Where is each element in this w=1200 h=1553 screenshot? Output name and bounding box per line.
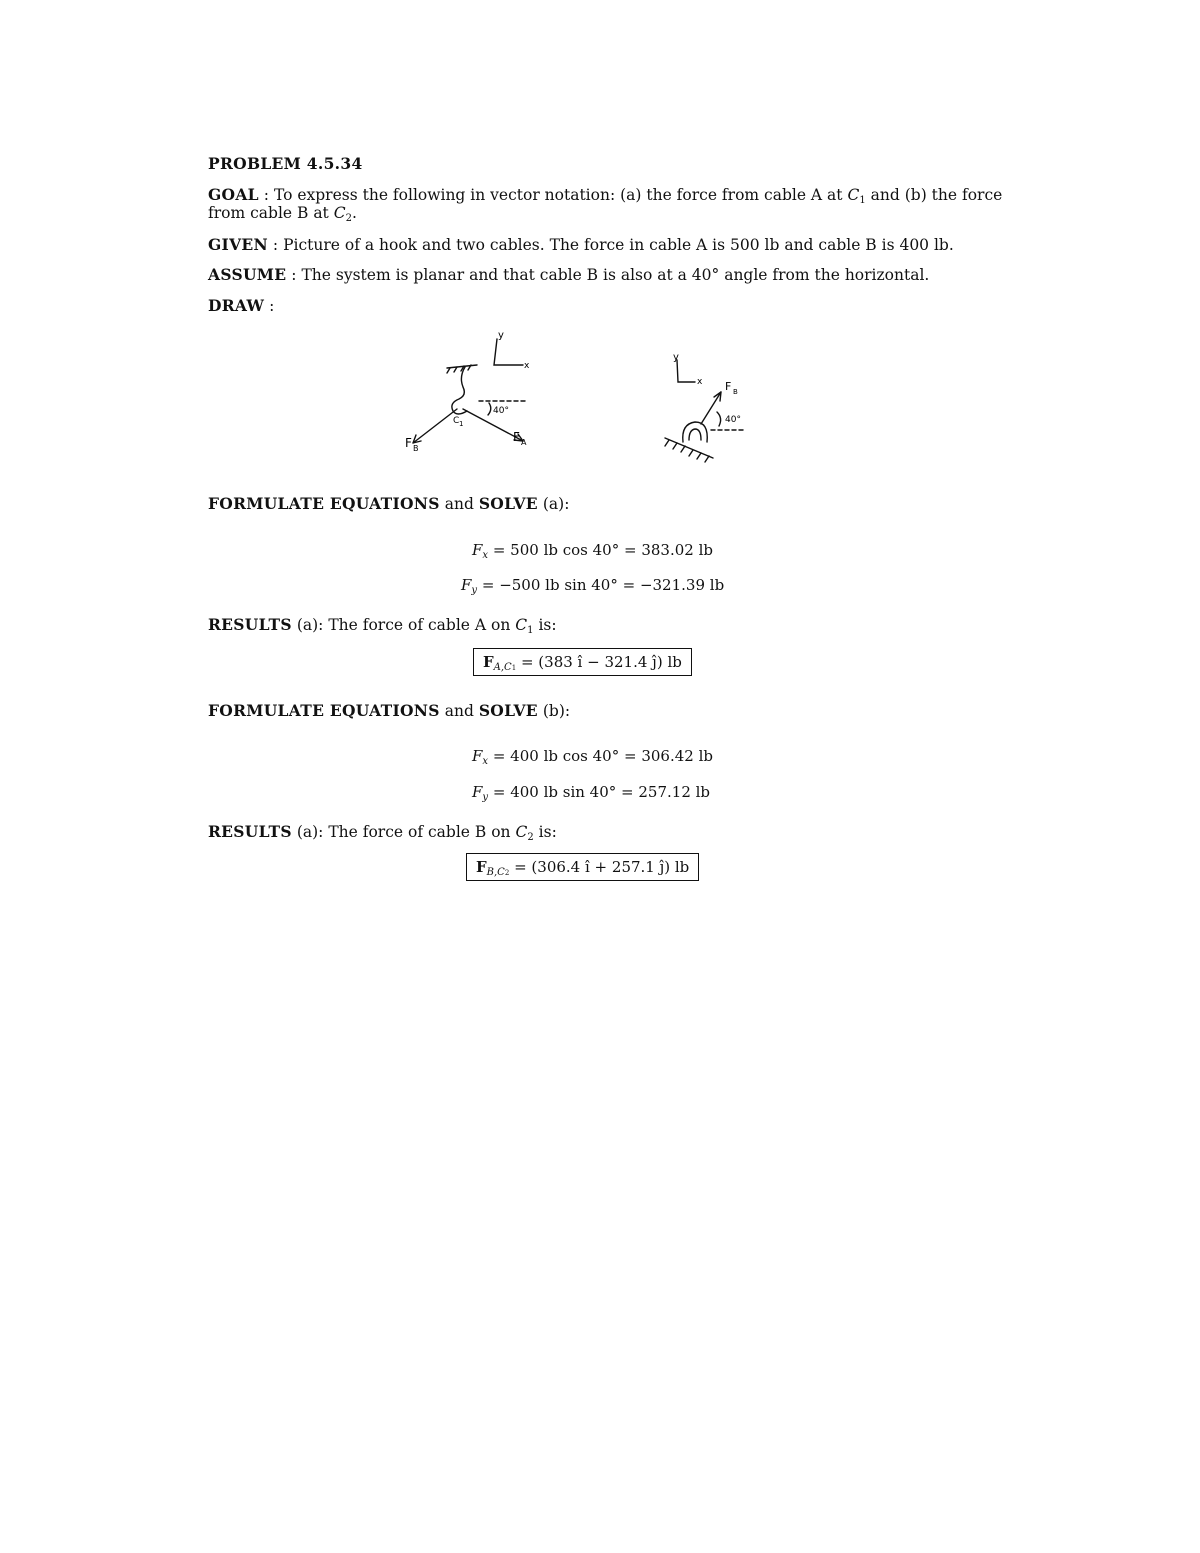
left-c-sub: 1 bbox=[459, 420, 464, 428]
part-b-result-text-2: is: bbox=[538, 823, 557, 841]
right-fb-label: F bbox=[725, 380, 732, 393]
given-line: GIVEN : Picture of a hook and two cables. The force in cable A is 500 lb and cable B is 400 lb. bbox=[208, 235, 954, 254]
part-b-result-tag: (a): bbox=[296, 823, 324, 841]
part-a-result-c: C bbox=[515, 616, 528, 634]
left-fa-sub: A bbox=[521, 438, 527, 447]
goal-c2-sub: 2 bbox=[345, 213, 352, 224]
given-text: Picture of a hook and two cables. The force in cable A is 500 lb and cable B is 400 lb. bbox=[283, 236, 954, 254]
left-x-label: x bbox=[524, 361, 530, 371]
eye-sketch bbox=[655, 350, 760, 465]
goal-text-1: To express the following in vector notation: (a) the force from cable A at bbox=[273, 186, 843, 204]
part-a-result-text-2: is: bbox=[538, 616, 557, 634]
right-angle-label: 40° bbox=[725, 415, 741, 425]
left-angle-label: 40° bbox=[493, 406, 509, 416]
right-x-label: x bbox=[697, 377, 703, 387]
assume-line: ASSUME : The system is planar and that cable B is also at a 40° angle from the horizontal. bbox=[208, 265, 930, 284]
left-c-label: C bbox=[453, 416, 460, 426]
goal-text-3: from cable B at bbox=[208, 204, 329, 222]
part-a-boxed-sub: A,C bbox=[493, 662, 512, 673]
goal-c1: C bbox=[847, 186, 860, 204]
part-b-heading bbox=[208, 701, 570, 721]
part-a-result-text-1: The force of cable A on bbox=[328, 616, 511, 634]
part-a-result-c-sub: 1 bbox=[527, 625, 534, 636]
goal-label: GOAL bbox=[208, 185, 259, 204]
part-a-eq-1-rhs: = 500 lb cos 40° = 383.02 lb bbox=[492, 541, 713, 559]
hook-sketch bbox=[395, 325, 545, 460]
part-b-boxed-sub: B,C bbox=[486, 867, 505, 878]
left-fa-label: F bbox=[513, 430, 520, 444]
right-axes bbox=[677, 360, 695, 382]
part-a-boxed-subsub: 1 bbox=[511, 664, 517, 672]
goal-end: . bbox=[351, 204, 357, 222]
left-fb-label: F bbox=[405, 436, 412, 450]
part-a-eq-2 bbox=[461, 576, 724, 594]
part-b-eq-1 bbox=[472, 747, 713, 765]
part-b-eq-2-sub: y bbox=[482, 792, 489, 803]
part-b-heading-1: FORMULATE EQUATIONS bbox=[208, 701, 440, 720]
given-label: GIVEN bbox=[208, 235, 268, 254]
part-a-boxed-result bbox=[473, 648, 692, 676]
part-b-eq-1-rhs: = 400 lb cos 40° = 306.42 lb bbox=[492, 747, 713, 765]
part-b-heading-tag: (b): bbox=[542, 702, 571, 720]
part-b-heading-and: and bbox=[444, 702, 474, 720]
draw-line: DRAW : bbox=[208, 296, 275, 315]
force-b-line bbox=[413, 409, 460, 443]
right-y-label: y bbox=[673, 352, 679, 363]
part-a-result-label: RESULTS bbox=[208, 615, 292, 634]
part-a-boxed-expr: = (383 î − 321.4 ĵ) lb bbox=[520, 653, 682, 671]
part-a-eq-1-lhs: F bbox=[472, 541, 483, 559]
left-fb-sub: B bbox=[413, 444, 419, 453]
part-a-boxed-vec: F bbox=[483, 653, 494, 671]
right-loop-inner bbox=[689, 429, 701, 440]
part-b-eq-2-lhs: F bbox=[472, 783, 483, 801]
part-b-eq-1-sub: x bbox=[482, 756, 489, 767]
part-b-result-label: RESULTS bbox=[208, 822, 292, 841]
right-ground-hatch bbox=[665, 440, 709, 462]
goal-c2: C bbox=[333, 204, 346, 222]
goal-text-2: and (b) the force bbox=[870, 186, 1003, 204]
part-a-eq-2-rhs: = −500 lb sin 40° = −321.39 lb bbox=[481, 576, 725, 594]
part-a-result bbox=[208, 615, 557, 635]
right-force-line bbox=[701, 392, 721, 424]
right-loop-outer bbox=[683, 422, 708, 442]
draw-label: DRAW bbox=[208, 296, 265, 315]
part-b-eq-2 bbox=[472, 783, 710, 801]
part-b-result-c-sub: 2 bbox=[527, 832, 534, 843]
left-y-label: y bbox=[498, 330, 504, 341]
part-b-eq-1-lhs: F bbox=[472, 747, 483, 765]
part-b-result bbox=[208, 822, 557, 842]
part-a-heading-2: SOLVE bbox=[478, 494, 538, 513]
part-a-heading bbox=[208, 494, 569, 514]
left-ceiling bbox=[447, 365, 477, 368]
part-b-heading-2: SOLVE bbox=[478, 701, 538, 720]
part-b-boxed-subsub: 2 bbox=[504, 869, 510, 877]
part-a-eq-2-sub: y bbox=[471, 585, 478, 596]
part-a-heading-and: and bbox=[444, 495, 474, 513]
part-b-eq-2-rhs: = 400 lb sin 40° = 257.12 lb bbox=[492, 783, 711, 801]
left-angle-arc bbox=[488, 403, 491, 415]
part-a-heading-1: FORMULATE EQUATIONS bbox=[208, 494, 440, 513]
part-a-eq-1 bbox=[472, 541, 713, 559]
assume-text: The system is planar and that cable B is also at a 40° angle from the horizontal. bbox=[301, 266, 930, 284]
part-a-eq-1-sub: x bbox=[482, 550, 489, 561]
part-a-eq-2-lhs: F bbox=[461, 576, 472, 594]
part-b-boxed-result bbox=[466, 853, 699, 881]
goal-c1-sub: 1 bbox=[859, 195, 866, 206]
left-axes bbox=[494, 339, 523, 365]
part-a-result-tag: (a): bbox=[296, 616, 324, 634]
right-angle-arc bbox=[717, 412, 721, 426]
part-b-result-text-1: The force of cable B on bbox=[328, 823, 511, 841]
problem-title: PROBLEM 4.5.34 bbox=[208, 154, 363, 173]
part-a-heading-tag: (a): bbox=[542, 495, 570, 513]
part-b-boxed-vec: F bbox=[476, 858, 487, 876]
right-fb-sub: B bbox=[733, 388, 738, 396]
goal-line-2 bbox=[208, 204, 357, 223]
left-hook bbox=[452, 367, 467, 414]
assume-label: ASSUME bbox=[208, 265, 287, 284]
part-b-result-c: C bbox=[515, 823, 528, 841]
goal-line-1: GOAL : To express the following in vector notation: (a) the force from cable A at $C_1$ and (b) the force bbox=[208, 185, 1003, 206]
part-b-boxed-expr: = (306.4 î + 257.1 ĵ) lb bbox=[514, 858, 690, 876]
